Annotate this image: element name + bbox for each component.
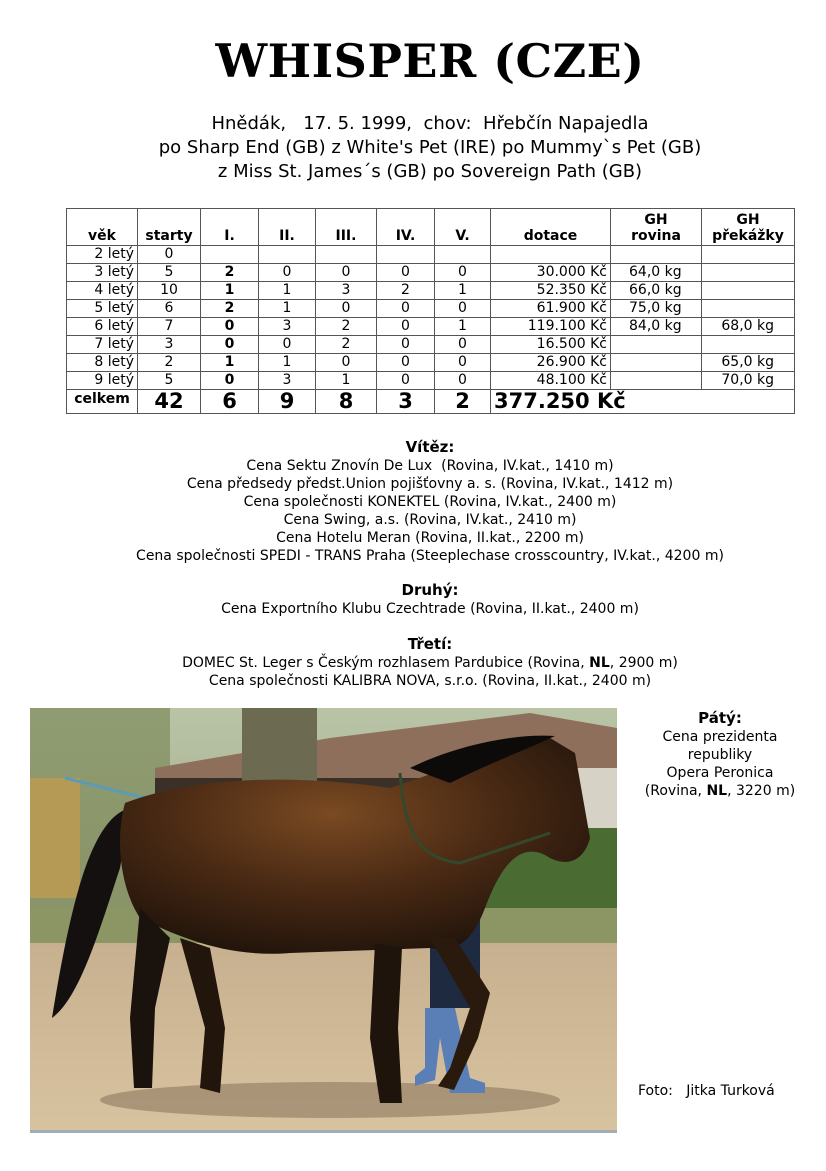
third-item-category: NL — [589, 655, 610, 671]
row-first: 0 — [201, 336, 259, 354]
total-starts: 42 — [138, 390, 201, 414]
row-third: 2 — [316, 318, 377, 336]
race-stats-table — [66, 208, 795, 414]
row-fifth: 0 — [435, 372, 491, 390]
third-item-text: DOMEC St. Leger s Českým rozhlasem Pardubice (Rovina, — [182, 655, 590, 671]
row-fourth: 0 — [377, 264, 435, 282]
row-fourth: 0 — [377, 336, 435, 354]
pedigree-info — [0, 112, 826, 184]
row-fifth: 0 — [435, 354, 491, 372]
sire-dam-line: po Sharp End (GB) z White's Pet (IRE) po Mummy`s Pet (GB) — [158, 137, 702, 158]
row-gh-jump — [702, 300, 795, 318]
total-first: 6 — [201, 390, 259, 414]
row-first — [201, 246, 259, 264]
row-gh-jump — [702, 246, 795, 264]
table-row — [67, 336, 795, 354]
row-starts: 3 — [138, 336, 201, 354]
third-places-section — [0, 635, 826, 690]
col-header-gh-jump — [702, 209, 795, 246]
table-row — [67, 318, 795, 336]
row-age: 7 letý — [67, 336, 138, 354]
row-starts: 6 — [138, 300, 201, 318]
birth-breeder-line: Hnědák, 17. 5. 1999, chov: Hřebčín Napajedla — [211, 113, 649, 134]
row-gh-flat — [611, 246, 702, 264]
row-prize: 16.500 Kč — [491, 336, 611, 354]
col-header-second: II. — [259, 209, 316, 246]
horse-photo — [30, 708, 617, 1133]
row-second: 3 — [259, 318, 316, 336]
col-header-starts: starty — [138, 209, 201, 246]
row-second — [259, 246, 316, 264]
fifth-item-text: (Rovina, — [644, 783, 707, 799]
row-fourth: 0 — [377, 372, 435, 390]
row-prize: 26.900 Kč — [491, 354, 611, 372]
prekazky-label: překážky — [712, 228, 784, 244]
second-places-section — [0, 581, 826, 618]
table-header-row — [67, 209, 795, 246]
row-first: 1 — [201, 354, 259, 372]
horse-name-title: WHISPER (CZE) — [215, 34, 645, 88]
row-second: 1 — [259, 300, 316, 318]
row-third: 2 — [316, 336, 377, 354]
row-second: 0 — [259, 264, 316, 282]
table-row — [67, 246, 795, 264]
row-fourth: 2 — [377, 282, 435, 300]
win-item: Cena předsedy předst.Union pojišťovny a. s. (Rovina, IV.kat., 1412 m) — [186, 476, 674, 492]
row-age: 9 letý — [67, 372, 138, 390]
row-second: 1 — [259, 354, 316, 372]
row-third — [316, 246, 377, 264]
row-first: 1 — [201, 282, 259, 300]
fifth-item-line: Opera Peronica — [666, 765, 774, 781]
row-age: 5 letý — [67, 300, 138, 318]
row-starts: 5 — [138, 372, 201, 390]
second-heading: Druhý: — [401, 581, 459, 599]
fifth-item-line: republiky — [687, 747, 753, 763]
horse-photo-illustration — [30, 708, 617, 1133]
row-gh-jump: 68,0 kg — [702, 318, 795, 336]
row-third: 3 — [316, 282, 377, 300]
wins-section — [0, 438, 826, 565]
win-item: Cena Hotelu Meran (Rovina, II.kat., 2200 m) — [276, 530, 584, 546]
row-first: 0 — [201, 318, 259, 336]
row-age: 6 letý — [67, 318, 138, 336]
row-first: 0 — [201, 372, 259, 390]
row-gh-flat — [611, 372, 702, 390]
row-fourth: 0 — [377, 318, 435, 336]
row-gh-jump: 70,0 kg — [702, 372, 795, 390]
row-second: 3 — [259, 372, 316, 390]
row-third: 0 — [316, 354, 377, 372]
photo-credit: Foto: Jitka Turková — [638, 1083, 775, 1099]
table-row — [67, 372, 795, 390]
row-age: 8 letý — [67, 354, 138, 372]
win-item: Cena společnosti KONEKTEL (Rovina, IV.kat., 2400 m) — [243, 494, 617, 510]
total-second: 9 — [259, 390, 316, 414]
gh-label: GH — [644, 212, 668, 228]
table-total-row — [67, 390, 795, 414]
fifth-item-category: NL — [706, 783, 728, 799]
total-fifth: 2 — [435, 390, 491, 414]
row-fifth: 0 — [435, 300, 491, 318]
row-second: 1 — [259, 282, 316, 300]
row-prize: 48.100 Kč — [491, 372, 611, 390]
table-row — [67, 354, 795, 372]
col-header-fourth: IV. — [377, 209, 435, 246]
total-third: 8 — [316, 390, 377, 414]
row-first: 2 — [201, 264, 259, 282]
win-item: Cena Sektu Znovín De Lux (Rovina, IV.kat., 1410 m) — [246, 458, 614, 474]
col-header-first: I. — [201, 209, 259, 246]
rovina-label: rovina — [631, 228, 681, 244]
row-starts: 0 — [138, 246, 201, 264]
row-second: 0 — [259, 336, 316, 354]
row-age: 2 letý — [67, 246, 138, 264]
row-gh-flat: 84,0 kg — [611, 318, 702, 336]
third-heading: Třetí: — [407, 635, 453, 653]
fifth-places-section — [620, 708, 820, 800]
row-prize: 30.000 Kč — [491, 264, 611, 282]
row-gh-flat: 75,0 kg — [611, 300, 702, 318]
table-row — [67, 282, 795, 300]
col-header-third: III. — [316, 209, 377, 246]
row-third: 0 — [316, 264, 377, 282]
row-fifth: 1 — [435, 318, 491, 336]
row-fifth: 0 — [435, 264, 491, 282]
row-gh-flat: 64,0 kg — [611, 264, 702, 282]
row-fourth: 0 — [377, 300, 435, 318]
row-third: 1 — [316, 372, 377, 390]
row-gh-jump — [702, 336, 795, 354]
row-gh-flat: 66,0 kg — [611, 282, 702, 300]
row-starts: 7 — [138, 318, 201, 336]
row-fifth: 0 — [435, 336, 491, 354]
row-gh-flat — [611, 354, 702, 372]
total-fourth: 3 — [377, 390, 435, 414]
total-label: celkem — [67, 390, 138, 414]
row-prize — [491, 246, 611, 264]
win-item: Cena společnosti SPEDI - TRANS Praha (Steeplechase crosscountry, IV.kat., 4200 m) — [136, 548, 724, 564]
row-starts: 10 — [138, 282, 201, 300]
row-prize: 61.900 Kč — [491, 300, 611, 318]
third-item: Cena společnosti KALIBRA NOVA, s.r.o. (Rovina, II.kat., 2400 m) — [208, 673, 652, 689]
row-gh-jump — [702, 264, 795, 282]
fifth-item-distance: , 3220 m) — [727, 783, 796, 799]
row-gh-flat — [611, 336, 702, 354]
table-row — [67, 264, 795, 282]
col-header-gh-flat — [611, 209, 702, 246]
fifth-heading: Pátý: — [698, 709, 742, 727]
row-gh-jump — [702, 282, 795, 300]
col-header-fifth: V. — [435, 209, 491, 246]
wins-heading: Vítěz: — [405, 438, 455, 456]
row-starts: 5 — [138, 264, 201, 282]
row-prize: 119.100 Kč — [491, 318, 611, 336]
row-fifth — [435, 246, 491, 264]
col-header-age: věk — [67, 209, 138, 246]
table-row — [67, 300, 795, 318]
row-age: 3 letý — [67, 264, 138, 282]
row-prize: 52.350 Kč — [491, 282, 611, 300]
total-prize: 377.250 Kč — [491, 390, 795, 414]
col-header-prize: dotace — [491, 209, 611, 246]
fifth-item-line: Cena prezidenta — [662, 729, 778, 745]
row-age: 4 letý — [67, 282, 138, 300]
granddam-line: z Miss St. James´s (GB) po Sovereign Path (GB) — [217, 161, 643, 182]
gh-label: GH — [736, 212, 760, 228]
row-starts: 2 — [138, 354, 201, 372]
row-third: 0 — [316, 300, 377, 318]
third-item — [0, 654, 826, 672]
row-gh-jump: 65,0 kg — [702, 354, 795, 372]
row-fourth: 0 — [377, 354, 435, 372]
row-fifth: 1 — [435, 282, 491, 300]
hay-bale — [30, 778, 80, 898]
third-item-distance: , 2900 m) — [609, 655, 678, 671]
row-fourth — [377, 246, 435, 264]
win-item: Cena Swing, a.s. (Rovina, IV.kat., 2410 m) — [283, 512, 577, 528]
row-first: 2 — [201, 300, 259, 318]
second-item: Cena Exportního Klubu Czechtrade (Rovina, II.kat., 2400 m) — [221, 601, 639, 617]
fifth-item-line — [620, 782, 820, 800]
